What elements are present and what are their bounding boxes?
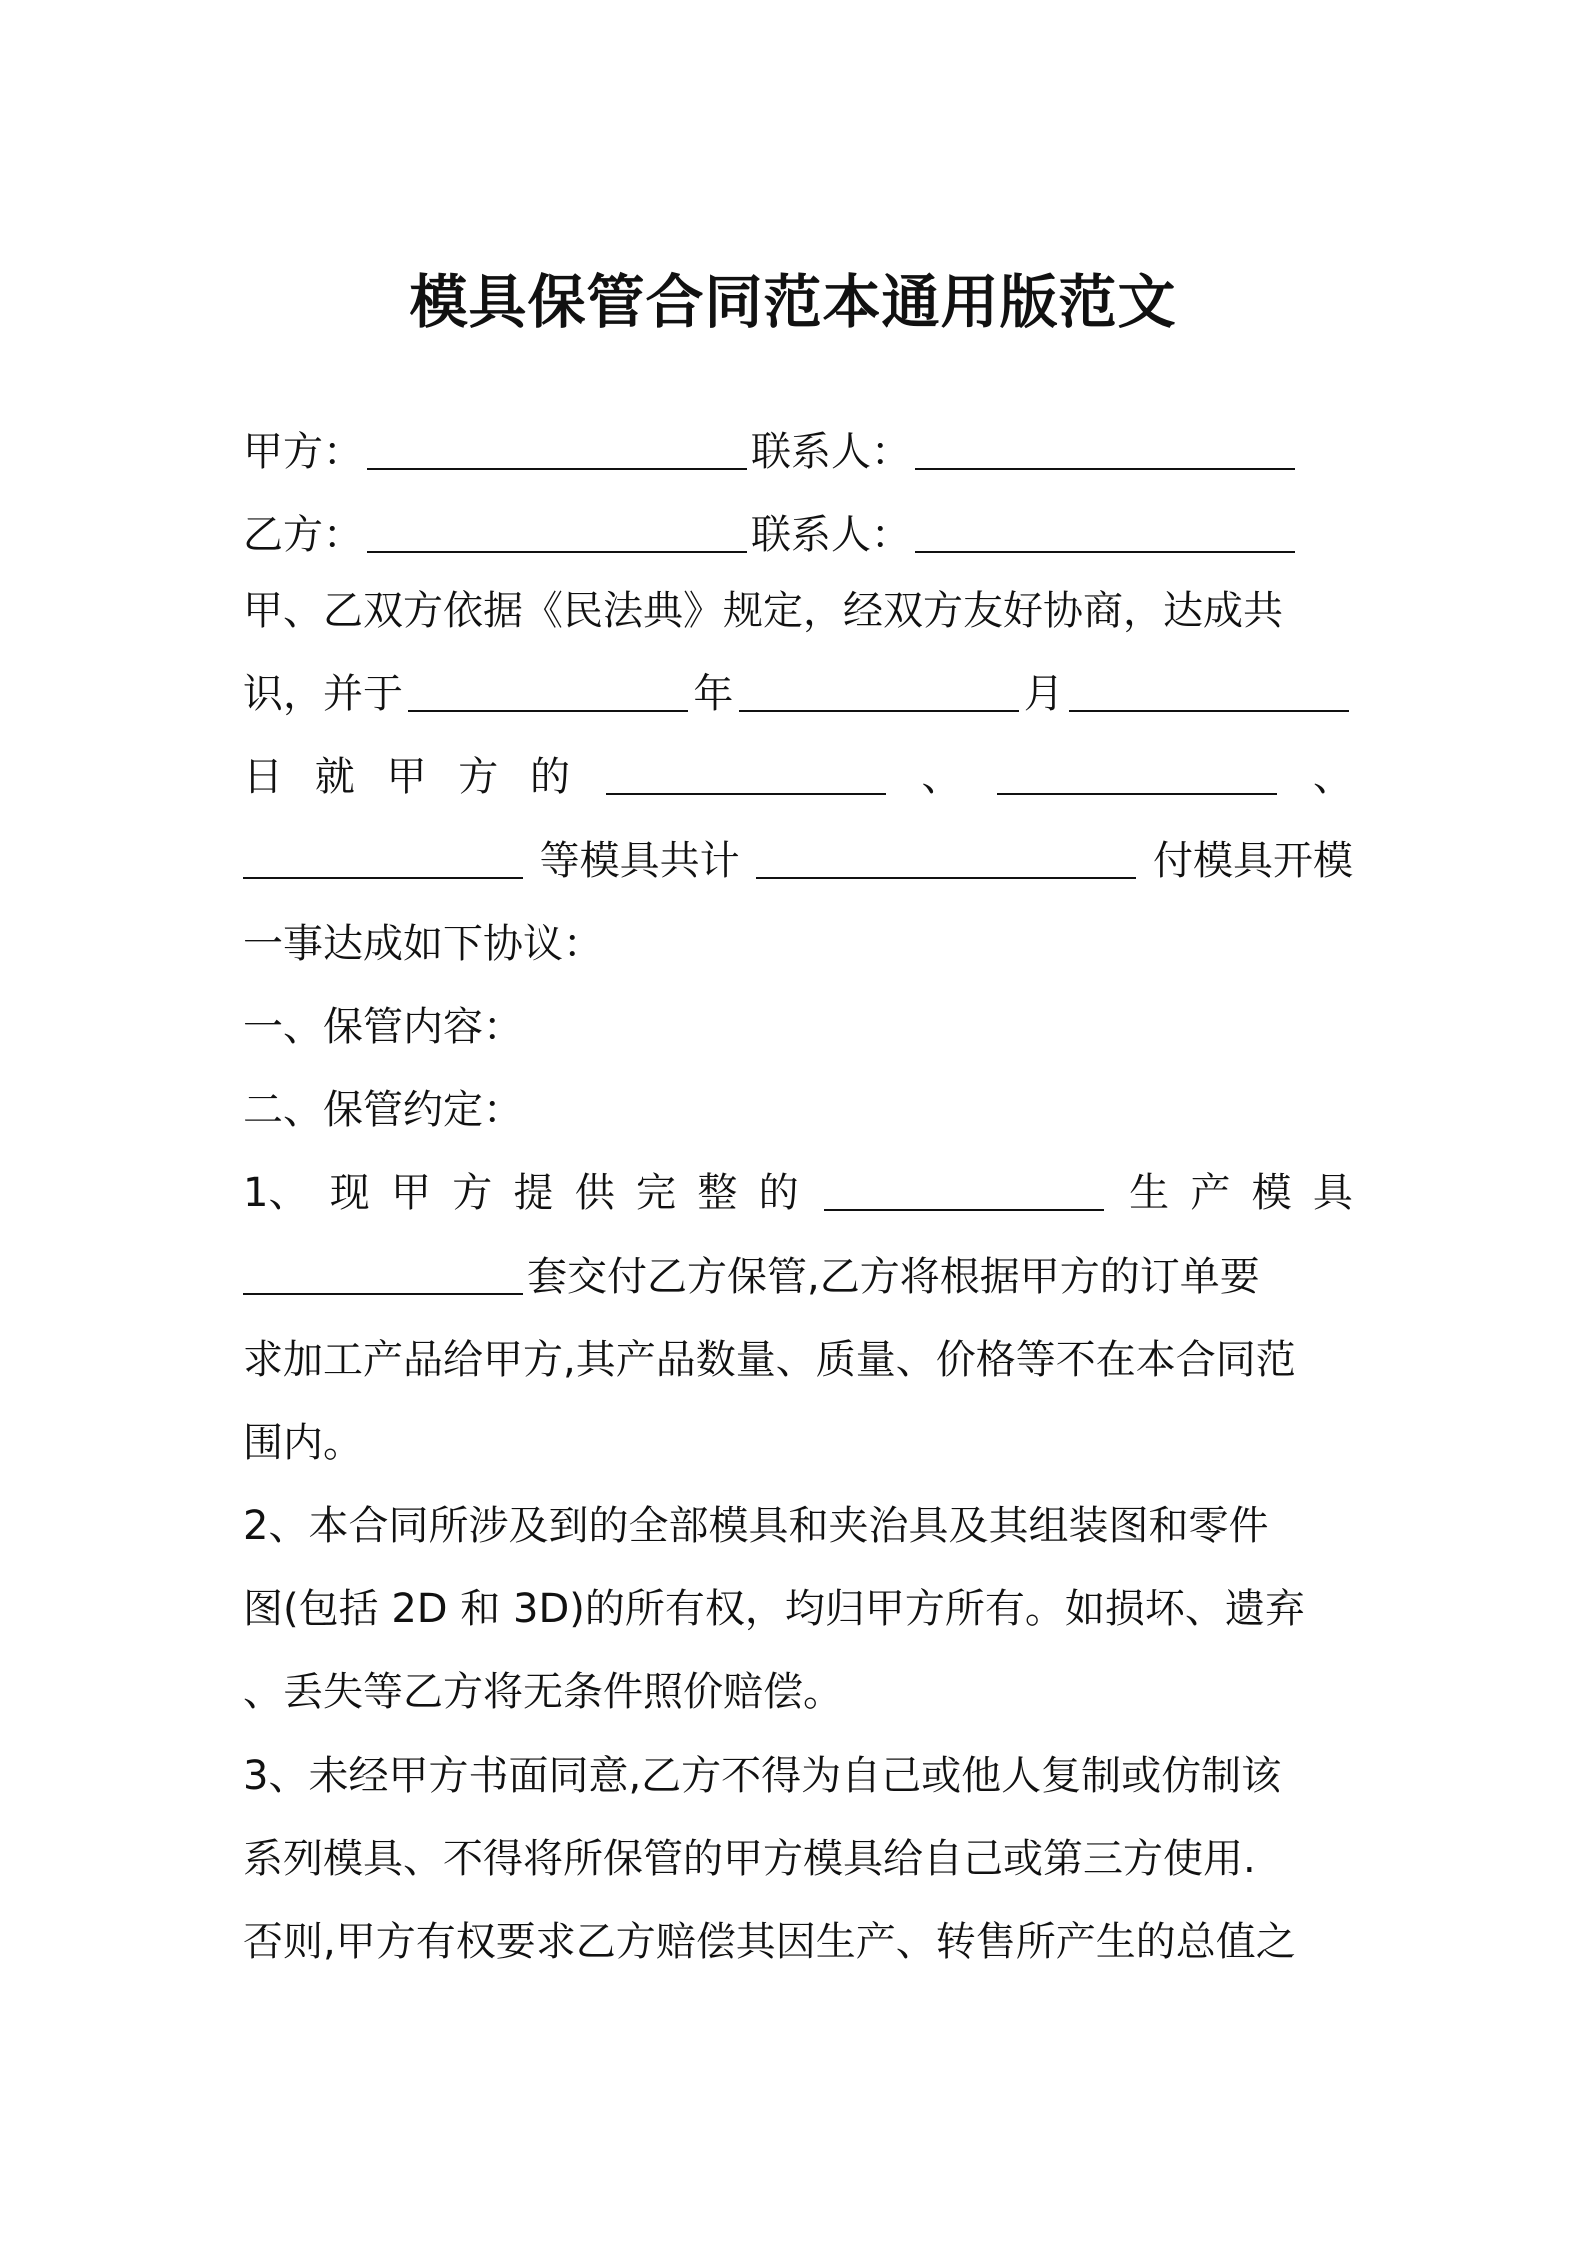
item-1-char: 整 bbox=[697, 1170, 738, 1216]
intro-text-4a: 等模具共计 bbox=[539, 838, 740, 884]
intro-char: 的 bbox=[530, 754, 570, 800]
month-label: 月 bbox=[1023, 671, 1064, 717]
item-1-text-3: 求加工产品给甲方,其产品数量、质量、价格等不在本合同范 bbox=[243, 1337, 1296, 1383]
item-3-line-2 bbox=[243, 1831, 1353, 1887]
intro-char: 方 bbox=[458, 754, 499, 800]
intro-text-4b: 付模具开模 bbox=[1152, 838, 1353, 884]
item-1-line-1 bbox=[243, 1165, 1353, 1221]
item-3-line-1 bbox=[243, 1748, 1353, 1804]
item-2-text-2: 图(包括 2D 和 3D)的所有权，均归甲方所有。如损坏、遗弃 bbox=[243, 1586, 1305, 1632]
section-1-heading bbox=[243, 999, 1353, 1055]
party-a-label: 甲方： bbox=[243, 429, 363, 475]
item-2-text-3: 、丢失等乙方将无条件照价赔偿。 bbox=[243, 1669, 843, 1715]
party-b-blank[interactable] bbox=[367, 517, 747, 553]
item-1-char: 提 bbox=[513, 1170, 554, 1216]
item-2-line-2 bbox=[243, 1581, 1353, 1637]
year-label: 年 bbox=[693, 671, 734, 717]
item-1-char: 产 bbox=[1190, 1170, 1231, 1216]
party-b-contact-label: 联系人： bbox=[751, 512, 911, 558]
separator: 、 bbox=[1313, 754, 1353, 800]
date-month-blank[interactable] bbox=[739, 676, 1019, 712]
party-a-blank[interactable] bbox=[367, 434, 747, 470]
item-1-text-4: 围内。 bbox=[243, 1420, 363, 1466]
intro-char: 日 bbox=[243, 754, 283, 800]
date-day-blank[interactable] bbox=[1069, 676, 1349, 712]
section-2-heading bbox=[243, 1082, 1353, 1138]
party-b-label: 乙方： bbox=[243, 512, 363, 558]
intro-line-1 bbox=[243, 583, 1353, 639]
intro-text-1: 甲、乙双方依据《民法典》规定，经双方友好协商，达成共 bbox=[243, 588, 1283, 634]
item-1-char: 1、 bbox=[243, 1170, 309, 1216]
item-1-char: 甲 bbox=[390, 1170, 431, 1216]
mold-name-blank-2[interactable] bbox=[997, 759, 1277, 795]
party-b-contact-blank[interactable] bbox=[915, 517, 1295, 553]
mold-count-blank[interactable] bbox=[756, 843, 1136, 879]
item-1-char: 供 bbox=[574, 1170, 615, 1216]
item-2-line-3 bbox=[243, 1664, 1353, 1720]
intro-text-2: 识，并于 bbox=[243, 671, 403, 717]
item-1-char: 模 bbox=[1251, 1170, 1292, 1216]
intro-line-5 bbox=[243, 916, 1353, 972]
item-3-line-3 bbox=[243, 1914, 1353, 1970]
intro-line-4 bbox=[243, 833, 1353, 889]
mold-name-blank-3[interactable] bbox=[243, 843, 523, 879]
document-title: 模具保管合同范本通用版范文 bbox=[409, 268, 1177, 336]
item-1-text-2: 套交付乙方保管,乙方将根据甲方的订单要 bbox=[527, 1254, 1260, 1300]
mold-quantity-blank[interactable] bbox=[243, 1259, 523, 1295]
item-3-text-1: 3、未经甲方书面同意,乙方不得为自己或他人复制或仿制该 bbox=[243, 1753, 1282, 1799]
item-2-line-1 bbox=[243, 1498, 1353, 1554]
party-a-contact-label: 联系人： bbox=[751, 429, 911, 475]
intro-text-5: 一事达成如下协议： bbox=[243, 921, 603, 967]
separator: 、 bbox=[921, 754, 962, 800]
item-1-line-3 bbox=[243, 1332, 1353, 1388]
mold-type-blank[interactable] bbox=[824, 1175, 1104, 1211]
item-1-line-2 bbox=[243, 1249, 1353, 1305]
party-a-line bbox=[243, 424, 1353, 480]
item-2-text-1: 2、本合同所涉及到的全部模具和夹治具及其组装图和零件 bbox=[243, 1503, 1269, 1549]
mold-name-blank-1[interactable] bbox=[606, 759, 886, 795]
item-1-char: 方 bbox=[452, 1170, 493, 1216]
item-1-char: 完 bbox=[636, 1170, 677, 1216]
section-1-text: 一、保管内容： bbox=[243, 1004, 523, 1050]
item-1-char: 现 bbox=[329, 1170, 370, 1216]
intro-line-2 bbox=[243, 666, 1353, 722]
party-a-contact-blank[interactable] bbox=[915, 434, 1295, 470]
date-year-blank[interactable] bbox=[408, 676, 688, 712]
item-3-text-3: 否则,甲方有权要求乙方赔偿其因生产、转售所产生的总值之 bbox=[243, 1919, 1296, 1965]
item-1-char: 的 bbox=[758, 1170, 799, 1216]
item-1-char: 具 bbox=[1312, 1170, 1353, 1216]
item-3-text-2: 系列模具、不得将所保管的甲方模具给自己或第三方使用. bbox=[243, 1836, 1256, 1882]
intro-char: 就 bbox=[314, 754, 355, 800]
item-1-char: 生 bbox=[1129, 1170, 1170, 1216]
section-2-text: 二、保管约定： bbox=[243, 1087, 523, 1133]
intro-line-3 bbox=[243, 749, 1353, 805]
item-1-line-4 bbox=[243, 1415, 1353, 1471]
party-b-line bbox=[243, 507, 1353, 563]
intro-char: 甲 bbox=[386, 754, 427, 800]
